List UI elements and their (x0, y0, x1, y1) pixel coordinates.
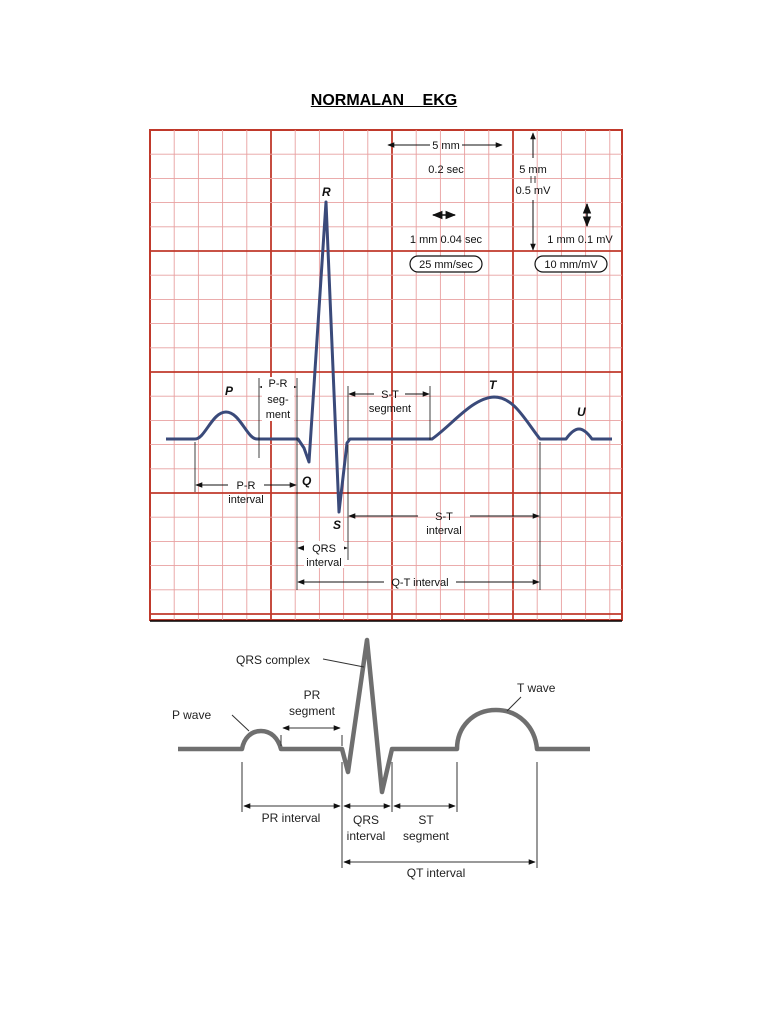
pr-interval-text: PR interval (261, 811, 321, 825)
label-5mm-vertical: 5 mm (519, 164, 547, 176)
qrs-complex-label: QRS complex (236, 653, 311, 667)
st-segment-label-1: S-T (381, 389, 399, 401)
st-interval-label-1: S-T (435, 511, 453, 523)
label-1mm-0-1-mv: 1 mm 0.1 mV (547, 234, 613, 246)
label-0-5-mv: 0.5 mV (515, 185, 551, 197)
st-segment-label-2: segment (368, 403, 412, 415)
label-0-2-sec: 0.2 sec (428, 164, 464, 176)
st-segment-text-1: ST (418, 813, 434, 827)
ecg-schematic (172, 640, 590, 880)
q-wave-label: Q (302, 474, 312, 488)
pr-interval-label-2: interval (228, 494, 264, 506)
t-wave-text: T wave (517, 681, 556, 695)
p-wave-text: P wave (172, 708, 212, 722)
r-wave-label: R (322, 185, 331, 199)
speed-badge: 25 mm/sec (419, 259, 473, 271)
label-1mm-0-04-sec: 1 mm 0.04 sec (409, 234, 483, 246)
qrs-interval-label-2: interval (306, 557, 342, 569)
label-5mm-horizontal: 5 mm (432, 140, 460, 152)
pr-segment-text-1: PR (303, 688, 321, 702)
pr-segment-text-2: segment (288, 704, 336, 718)
s-wave-label: S (333, 518, 342, 532)
ecg-grid (150, 130, 622, 621)
qt-interval-label: Q-T interval (391, 577, 449, 589)
p-wave-label: P (225, 384, 234, 398)
u-wave-label: U (577, 405, 586, 419)
pr-segment-label-2: seg- (267, 394, 289, 406)
qrs-interval-label-1: QRS (312, 543, 336, 555)
st-interval-label-2: interval (426, 525, 462, 537)
qrs-interval-text-2: interval (346, 829, 386, 843)
gain-badge: 10 mm/mV (544, 259, 598, 271)
pr-segment-label-1: P-R (268, 378, 288, 390)
t-wave-label: T (489, 378, 497, 392)
page-title: NORMALAN EKG (310, 92, 458, 109)
pr-interval-label-1: P-R (236, 480, 256, 492)
pr-segment-label-3: ment (265, 409, 291, 421)
qt-interval-text: QT interval (406, 866, 466, 880)
st-segment-text-2: segment (402, 829, 450, 843)
qrs-interval-text-1: QRS (352, 813, 380, 827)
